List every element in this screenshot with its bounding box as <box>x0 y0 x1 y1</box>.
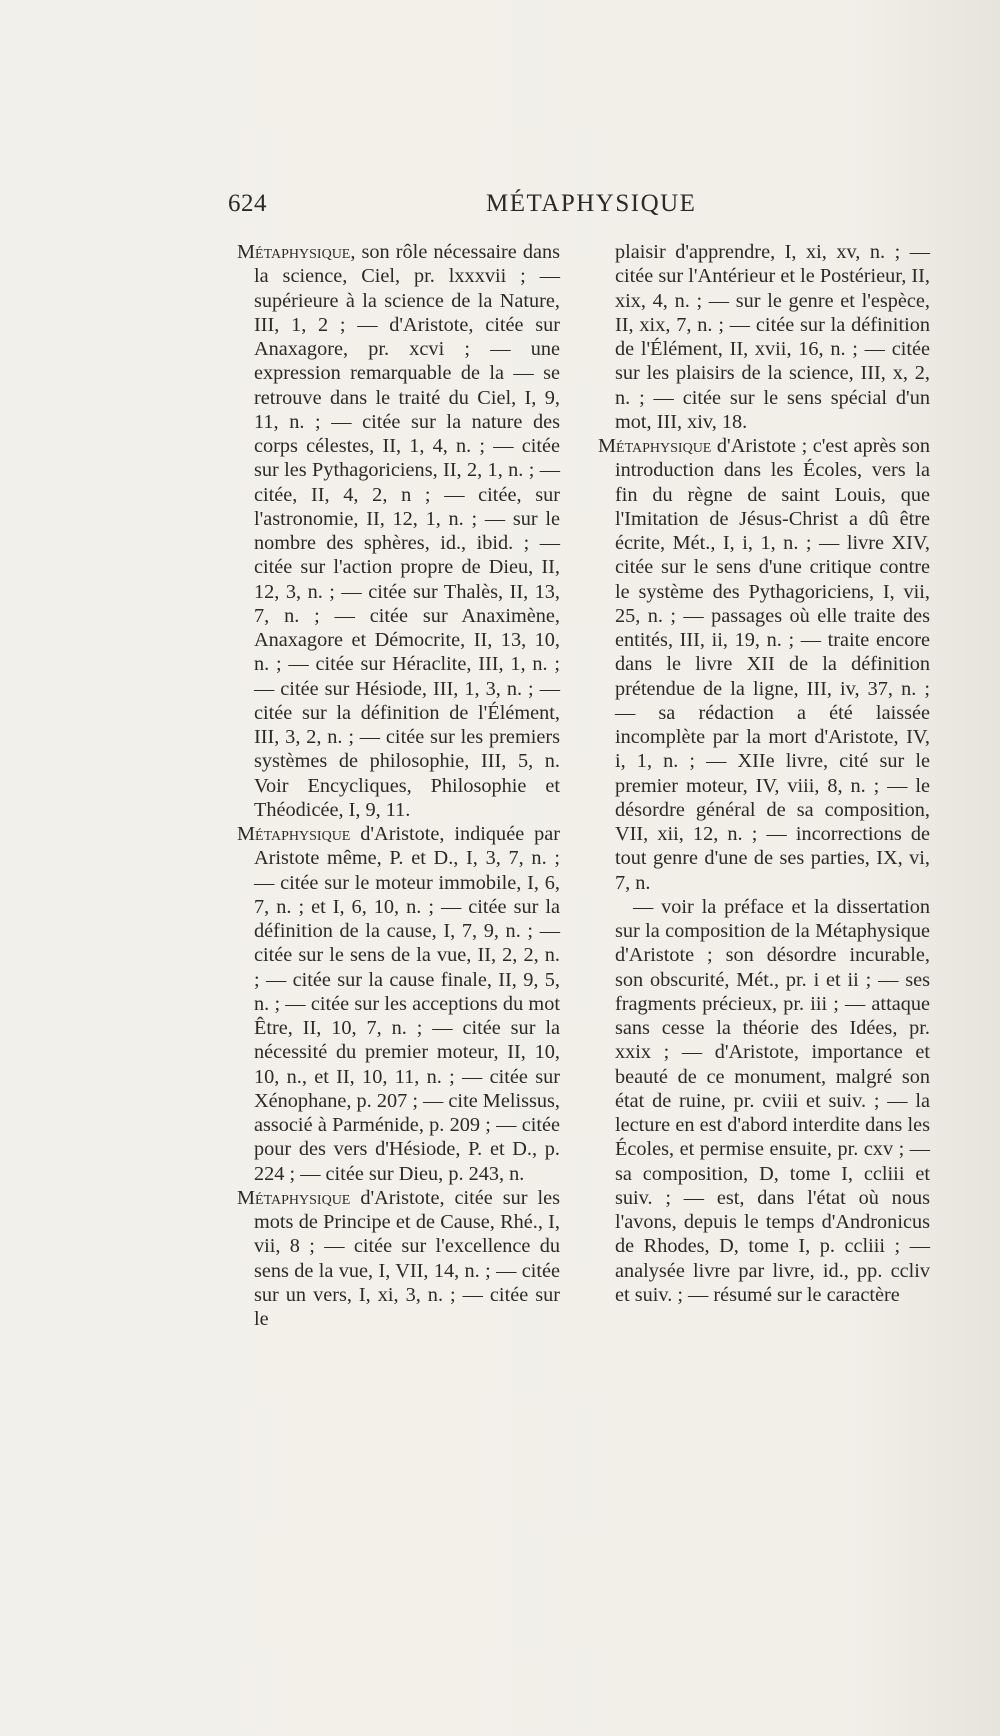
entry-headword: Métaphysique <box>237 1186 351 1209</box>
entry-text: d'Aristote ; c'est après son introduction dans les Écoles, vers la fin du règne de saint Louis, que l'Imitation de Jésus-Christ a dû être écrite, Mét., I, i, 1, n. ; — livre XIV, citée sur le sens d'une critique contre le système des Pythagoriciens, I, vii, 25, n. ; — passages où elle traite des entités, III, ii, 19, n. ; — traite encore dans le livre XII de la définition prétendue de la ligne, III, iv, 37, n. ; — sa rédaction a été laissée incomplète par la mort d'Aristote, IV, i, 1, n. ; — XIIe livre, cité sur le premier moteur, IV, viii, 8, n. ; — le désordre général de sa composition, VII, xii, 12, n. ; — incorrections de tout genre d'une de ses parties, IX, vi, 7, n. <box>615 435 930 894</box>
index-entry <box>237 1186 560 1332</box>
running-title: MÉTAPHYSIQUE <box>486 190 697 217</box>
entry-headword: Métaphysique <box>598 435 712 457</box>
entry-text: — voir la préface et la dissertation sur la composition de la Métaphysique d'Aristote ; son désordre incurable, son obscurité, Mét., pr. i et ii ; — ses fragments précieux, pr. iii ; — attaque sans cesse la théorie des Idées, pr. xxix ; — d'Aristote, importance et beauté de ce monument, malgré son état de ruine, pr. cviii et suiv. ; — la lecture en est d'abord interdite dans les Écoles, et permise ensuite, pr. cxv ; — sa composition, D, tome I, ccliii et suiv. ; — est, dans l'état où nous l'avons, depuis le temps d'Andronicus de Rhodes, D, tome I, p. ccliii ; — analysée livre par livre, id., pp. ccliv et suiv. ; — résumé sur le caractère <box>615 895 930 1306</box>
index-entry <box>598 434 930 895</box>
entry-text: , son rôle nécessaire dans la science, Ciel, pr. lxxxvii ; — supérieure à la science de la Nature, III, 1, 2 ; — d'Aristote, citée sur Anaxagore, pr. xcvi ; — une expression remarquable de la — se retrouve dans le traité du Ciel, I, 9, 11, n. ; — citée sur la nature des corps célestes, II, 1, 4, n. ; — citée sur les Pythagoriciens, II, 2, 1, n. ; — citée, II, 4, 2, n ; — citée, sur l'astronomie, II, 12, 1, n. ; — sur le nombre des sphères, id., ibid. ; — citée sur l'action propre de Dieu, II, 12, 3, n. ; — citée sur Thalès, II, 13, 7, n. ; — citée sur Anaximène, Anaxagore et Démocrite, II, 13, 10, n. ; — citée sur Héraclite, III, 1, n. ; — citée sur Hésiode, III, 1, 3, n. ; — citée sur la définition de l'Élément, III, 3, 2, n. ; — citée sur les premiers systèmes de philosophie, III, 5, n. Voir Encycliques, Philosophie et Théodicée, I, 9, 11. <box>254 241 560 821</box>
page-number: 624 <box>228 190 267 217</box>
index-entry-continued <box>598 240 930 434</box>
entry-text: d'Aristote, indiquée par Aristote même, P. et D., I, 3, 7, n. ; — citée sur le moteur immobile, I, 6, 7, n. ; et I, 6, 10, n. ; — citée sur la définition de la cause, I, 7, 9, n. ; — citée sur le sens de la vue, II, 2, 2, n. ; — citée sur la cause finale, II, 9, 5, n. ; — citée sur les acceptions du mot Être, II, 10, 7, n. ; — citée sur la nécessité du premier moteur, II, 10, 10, n., et II, 10, 11, n. ; — citée sur Xénophane, p. 207 ; — cite Melissus, associé à Parménide, p. 209 ; — citée pour des vers d'Hésiode, P. et D., p. 224 ; — citée sur Dieu, p. 243, n. <box>254 823 560 1185</box>
index-entry <box>237 240 560 822</box>
entry-headword: Métaphysique <box>237 241 351 263</box>
index-entry <box>237 822 560 1186</box>
entry-text: plaisir d'apprendre, I, xi, xv, n. ; — citée sur l'Antérieur et le Postérieur, II, xix, 4, n. ; — sur le genre et l'espèce, II, xix, 7, n. ; — citée sur la définition de l'Élément, II, xvii, 16, n. ; — citée sur les plaisirs de la science, III, x, 2, n. ; — citée sur le sens spécial d'un mot, III, xiv, 18. <box>615 241 930 433</box>
right-column <box>598 240 930 1307</box>
entry-text: d'Aristote, citée sur les mots de Principe et de Cause, Rhé., I, vii, 8 ; — citée sur l'excellence du sens de la vue, I, VII, 14, n. ; — citée sur un vers, I, xi, 3, n. ; — citée sur le <box>254 1186 560 1330</box>
left-column <box>237 240 560 1331</box>
entry-headword: Métaphysique <box>237 823 351 845</box>
index-entry-paragraph <box>598 895 930 1307</box>
